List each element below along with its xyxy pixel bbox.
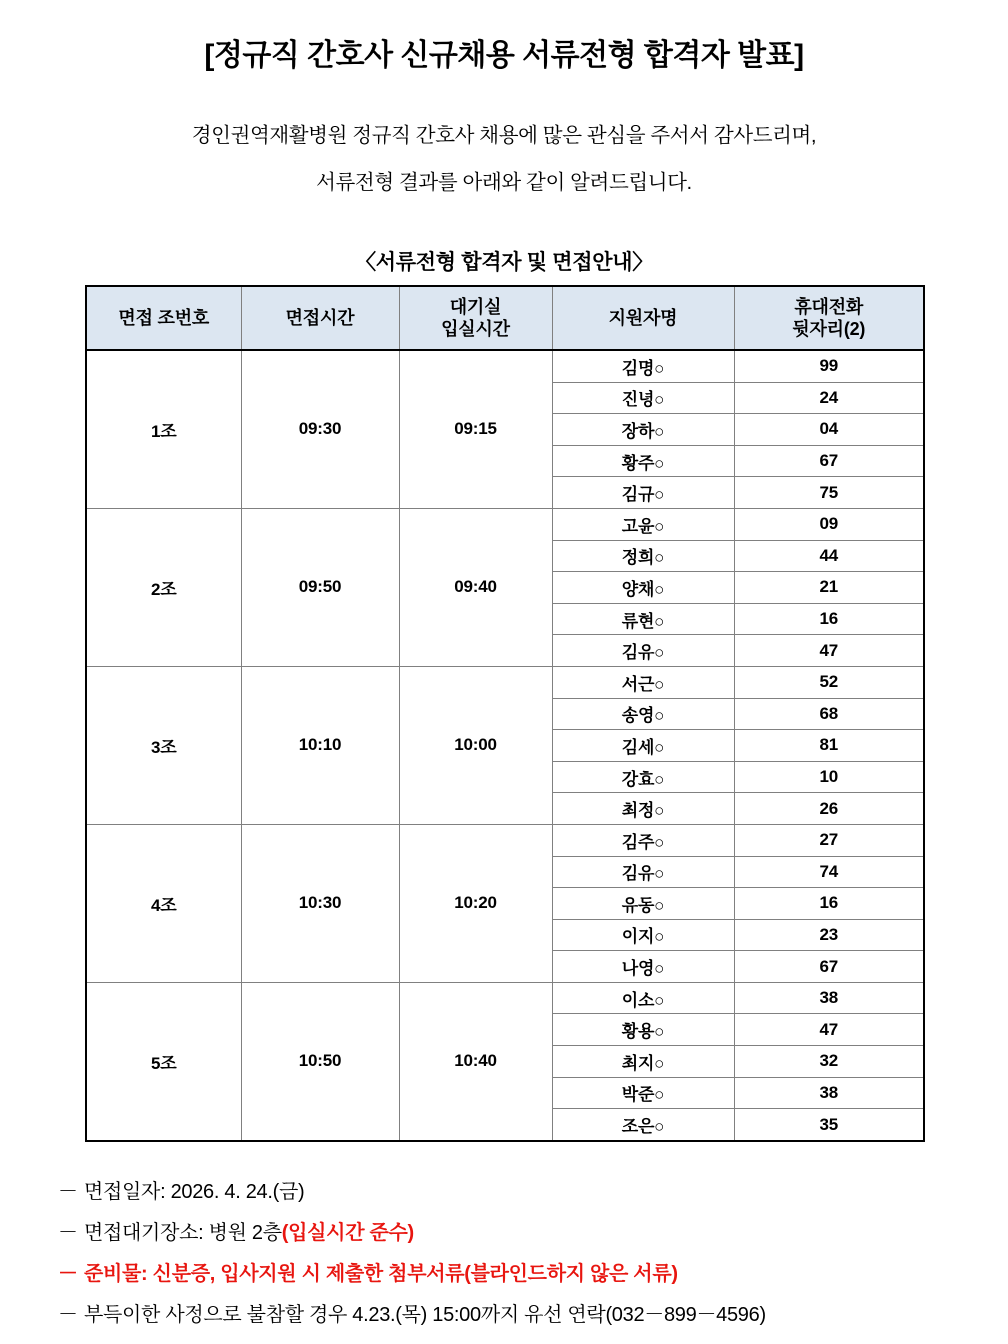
table-row (86, 982, 924, 1014)
cell-phone-suffix: 16 (734, 603, 924, 635)
cell-phone-suffix: 52 (734, 666, 924, 698)
note-required-items (58, 1254, 1008, 1295)
cell-group-number: 4조 (86, 824, 241, 982)
cell-applicant-name: 양채○ (552, 572, 734, 604)
table-body (86, 350, 924, 1141)
cell-entry-time: 10:40 (399, 982, 552, 1140)
cell-phone-suffix: 10 (734, 761, 924, 793)
roster-table (85, 285, 925, 1142)
cell-entry-time: 10:00 (399, 666, 552, 824)
note-text: 면접대기장소: 병원 2층 (84, 1221, 282, 1244)
cell-phone-suffix: 75 (734, 477, 924, 509)
table-row (86, 508, 924, 540)
cell-applicant-name: 김규○ (552, 477, 734, 509)
table-header-row (86, 286, 924, 350)
note-text: 부득이한 사정으로 불참할 경우 4.23.(목) 15:00까지 유선 연락(032－899－4596) (84, 1303, 766, 1326)
cell-phone-suffix: 24 (734, 382, 924, 414)
cell-interview-time: 10:30 (241, 824, 399, 982)
cell-phone-suffix: 04 (734, 414, 924, 446)
cell-phone-suffix: 67 (734, 445, 924, 477)
cell-phone-suffix: 47 (734, 635, 924, 667)
table-header (86, 286, 924, 350)
note-text: 면접일자: 2026. 4. 24.(금) (84, 1180, 305, 1203)
cell-phone-suffix: 21 (734, 572, 924, 604)
table-row (86, 350, 924, 382)
cell-phone-suffix: 44 (734, 540, 924, 572)
note-waiting-location (58, 1213, 1008, 1254)
cell-applicant-name: 정희○ (552, 540, 734, 572)
cell-applicant-name: 황주○ (552, 445, 734, 477)
cell-phone-suffix: 47 (734, 1014, 924, 1046)
cell-applicant-name: 황용○ (552, 1014, 734, 1046)
column-header-applicant-name-label: 지원자명 (608, 307, 678, 328)
note-absence-contact (58, 1295, 1008, 1336)
cell-applicant-name: 박준○ (552, 1077, 734, 1109)
column-header-interview-time-label: 면접시간 (285, 307, 355, 328)
column-header-interview-time (241, 286, 399, 350)
cell-group-number: 1조 (86, 350, 241, 508)
cell-applicant-name: 최지○ (552, 1046, 734, 1078)
intro-line-2: 서류전형 결과를 아래와 같이 알려드립니다. (316, 171, 692, 194)
cell-applicant-name: 류현○ (552, 603, 734, 635)
cell-applicant-name: 김명○ (552, 350, 734, 382)
cell-phone-suffix: 38 (734, 982, 924, 1014)
cell-phone-suffix: 09 (734, 508, 924, 540)
column-header-waiting-room-time (399, 286, 552, 350)
cell-interview-time: 10:10 (241, 666, 399, 824)
table-row (86, 666, 924, 698)
cell-phone-suffix: 32 (734, 1046, 924, 1078)
cell-applicant-name: 유동○ (552, 888, 734, 920)
cell-entry-time: 09:40 (399, 508, 552, 666)
cell-group-number: 5조 (86, 982, 241, 1140)
cell-group-number: 3조 (86, 666, 241, 824)
cell-applicant-name: 이소○ (552, 982, 734, 1014)
cell-interview-time: 10:50 (241, 982, 399, 1140)
column-header-phone-line1: 휴대전화 (794, 296, 864, 317)
column-header-waiting-room-line2: 입실시간 (441, 319, 510, 339)
cell-applicant-name: 송영○ (552, 698, 734, 730)
cell-phone-suffix: 68 (734, 698, 924, 730)
intro-paragraph (0, 74, 1008, 206)
column-header-group (86, 286, 241, 350)
note-dash-icon: － (58, 1221, 78, 1244)
intro-line-1: 경인권역재활병원 정규직 간호사 채용에 많은 관심을 주서서 감사드리며, (191, 124, 817, 147)
note-dash-icon: － (58, 1262, 78, 1285)
cell-phone-suffix: 67 (734, 951, 924, 983)
roster-table-container (0, 285, 1008, 1142)
cell-applicant-name: 김유○ (552, 856, 734, 888)
table-caption: 〈서류전형 합격자 및 면접안내〉 (355, 251, 653, 274)
cell-entry-time: 09:15 (399, 350, 552, 508)
note-text-emphasis: (입실시간 준수) (281, 1221, 414, 1244)
cell-phone-suffix: 26 (734, 793, 924, 825)
note-dash-icon: － (58, 1303, 78, 1326)
note-text-emphasis: 준비물: 신분증, 입사지원 시 제출한 첨부서류(블라인드하지 않은 서류) (84, 1262, 678, 1285)
cell-applicant-name: 서근○ (552, 666, 734, 698)
footer-notes (0, 1142, 1008, 1336)
cell-applicant-name: 나영○ (552, 951, 734, 983)
cell-phone-suffix: 99 (734, 350, 924, 382)
cell-interview-time: 09:50 (241, 508, 399, 666)
cell-applicant-name: 이지○ (552, 919, 734, 951)
cell-applicant-name: 최정○ (552, 793, 734, 825)
cell-applicant-name: 조은○ (552, 1109, 734, 1141)
column-header-waiting-room-line1: 대기실 (449, 296, 502, 317)
note-interview-date (58, 1172, 1008, 1213)
cell-group-number: 2조 (86, 508, 241, 666)
cell-applicant-name: 고윤○ (552, 508, 734, 540)
page-title: [정규직 간호사 신규채용 서류전형 합격자 발표] (204, 39, 804, 72)
column-header-group-label: 면접 조번호 (118, 307, 210, 328)
cell-applicant-name: 진녕○ (552, 382, 734, 414)
cell-phone-suffix: 38 (734, 1077, 924, 1109)
cell-phone-suffix: 16 (734, 888, 924, 920)
cell-interview-time: 09:30 (241, 350, 399, 508)
table-row (86, 824, 924, 856)
cell-applicant-name: 장하○ (552, 414, 734, 446)
cell-entry-time: 10:20 (399, 824, 552, 982)
cell-phone-suffix: 74 (734, 856, 924, 888)
note-dash-icon: － (58, 1180, 78, 1203)
cell-phone-suffix: 23 (734, 919, 924, 951)
cell-phone-suffix: 27 (734, 824, 924, 856)
cell-applicant-name: 김유○ (552, 635, 734, 667)
column-header-phone-line2: 뒷자리(2) (792, 319, 866, 339)
cell-phone-suffix: 81 (734, 730, 924, 762)
column-header-applicant-name (552, 286, 734, 350)
column-header-phone (734, 286, 924, 350)
cell-applicant-name: 김세○ (552, 730, 734, 762)
cell-applicant-name: 김주○ (552, 824, 734, 856)
cell-phone-suffix: 35 (734, 1109, 924, 1141)
cell-applicant-name: 강효○ (552, 761, 734, 793)
